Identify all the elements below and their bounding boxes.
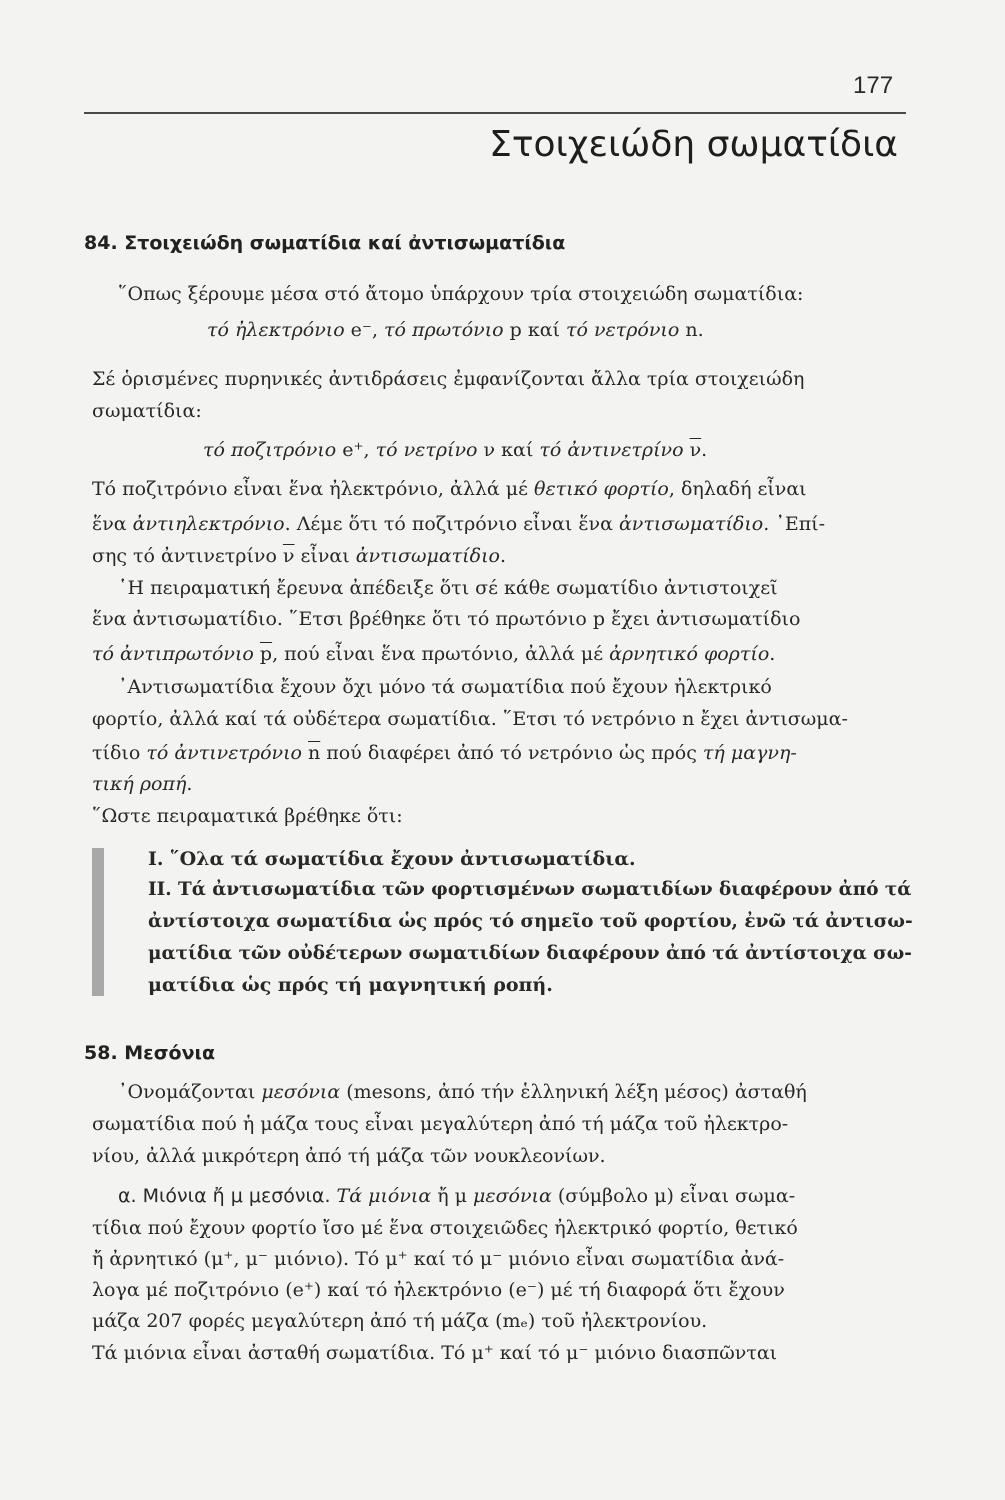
text-line: ἕνα ἀντισωματίδιο. ῞Ετσι βρέθηκε ὅτι τό πρωτόνιο p ἔχει ἀντισωματίδιο [92,608,801,630]
rule-line: ἀντίστοιχα σωματίδια ὡς πρός τό σημεῖο τοῦ φορτίου, ἐνῶ τά ἀντισω- [148,910,913,932]
text-line: τό ποζιτρόνιο e⁺, τό νετρίνο ν καί τό ἀντινετρίνο $\overline{\nu}$. [203,439,708,461]
text-line: τική ροπή. [92,773,193,795]
text-line: α. Μιόνια ἤ μ μεσόνια. Τά μιόνια ἤ μ μεσόνια (σύμβολο μ) εἶναι σωμα- [118,1185,796,1207]
chapter-title: Στοιχειώδη σωματίδια [489,124,898,165]
text-line: Σέ ὁρισμένες πυρηνικές ἀντιδράσεις ἐμφανίζονται ἄλλα τρία στοιχειώδη [92,368,805,390]
text-line: ῾Η πειραματική ἔρευνα ἀπέδειξε ὅτι σέ κάθε σωματίδιο ἀντιστοιχεῖ [118,577,778,599]
text-line: τό ἠλεκτρόνιο e⁻, τό πρωτόνιο p καί τό νετρόνιο n. [207,319,704,341]
text-line: Τά μιόνια εἶναι ἀσταθή σωματίδια. Τό μ⁺ καί τό μ⁻ μιόνιο διασπῶνται [92,1342,778,1364]
text-line: φορτίο, ἀλλά καί τά οὐδέτερα σωματίδια. ῞Ετσι τό νετρόνιο n ἔχει ἀντισωμα- [92,708,848,730]
text-line: λογα μέ ποζιτρόνιο (e⁺) καί τό ἠλεκτρόνιο (e⁻) μέ τή διαφορά ὅτι ἔχουν [92,1279,785,1301]
rule-line: Ι. ῞Ολα τά σωματίδια ἔχουν ἀντισωματίδια. [148,848,636,870]
text-line: τίδια πού ἔχουν φορτίο ἴσο μέ ἕνα στοιχειῶδες ἠλεκτρικό φορτίο, θετικό [92,1217,798,1239]
rule-line: ματίδια τῶν οὐδέτερων σωματιδίων διαφέρουν ἀπό τά ἀντίστοιχα σω- [148,942,912,964]
section-84-heading: 84. Στοιχειώδη σωματίδια καί ἀντισωματίδια [84,232,566,254]
text-line: ῞Ωστε πειραματικά βρέθηκε ὅτι: [92,805,403,827]
text-line: Τό ποζιτρόνιο εἶναι ἕνα ἠλεκτρόνιο, ἀλλά μέ θετικό φορτίο, δηλαδή εἶναι [92,478,807,500]
section-58-heading: 58. Μεσόνια [84,1042,216,1064]
text-line: σωματίδια: [92,400,202,422]
text-line: ᾿Ονομάζονται μεσόνια (mesons, ἀπό τήν ἑλληνική λέξη μέσος) ἀσταθή [118,1081,807,1103]
header-rule [84,112,906,114]
text-line: σης τό ἀντινετρίνο $\overline{\nu}$ εἶναι ἀντισωματίδιο. [92,545,507,567]
text-line: ᾿Αντισωματίδια ἔχουν ὄχι μόνο τά σωματίδια πού ἔχουν ἠλεκτρικό [118,676,772,698]
text-line: τίδιο τό ἀντινετρόνιο $\overline{n}$ πού διαφέρει ἀπό τό νετρόνιο ὡς πρός τή μαγνη- [92,742,797,764]
page-number: 177 [853,72,894,99]
text-line: σωματίδια πού ἡ μάζα τους εἶναι μεγαλύτερη ἀπό τή μάζα τοῦ ἠλεκτρο- [92,1113,789,1135]
text-line: τό ἀντιπρωτόνιο $\overline{p}$, πού εἶναι ἕνα πρωτόνιο, ἀλλά μέ ἀρνητικό φορτίο. [92,643,776,665]
text-line: ἤ ἀρνητικό (μ⁺, μ⁻ μιόνιο). Τό μ⁺ καί τό μ⁻ μιόνιο εἶναι σωματίδια ἀνά- [92,1248,785,1270]
text-line: ῞Οπως ξέρουμε μέσα στό ἄτομο ὑπάρχουν τρία στοιχειώδη σωματίδια: [118,283,804,305]
rule-line: ΙΙ. Τά ἀντισωματίδια τῶν φορτισμένων σωματιδίων διαφέρουν ἀπό τά [148,878,912,900]
rule-line: ματίδια ὡς πρός τή μαγνητική ροπή. [148,974,553,996]
text-line: νίου, ἀλλά μικρότερη ἀπό τή μάζα τῶν νουκλεονίων. [92,1145,606,1167]
rule-highlight-bar [92,848,104,996]
text-line: μάζα 207 φορές μεγαλύτερη ἀπό τή μάζα (mₑ) τοῦ ἠλεκτρονίου. [92,1310,708,1332]
text-line: ἕνα ἀντιηλεκτρόνιο. Λέμε ὅτι τό ποζιτρόνιο εἶναι ἕνα ἀντισωματίδιο. ᾿Επί- [92,513,826,535]
